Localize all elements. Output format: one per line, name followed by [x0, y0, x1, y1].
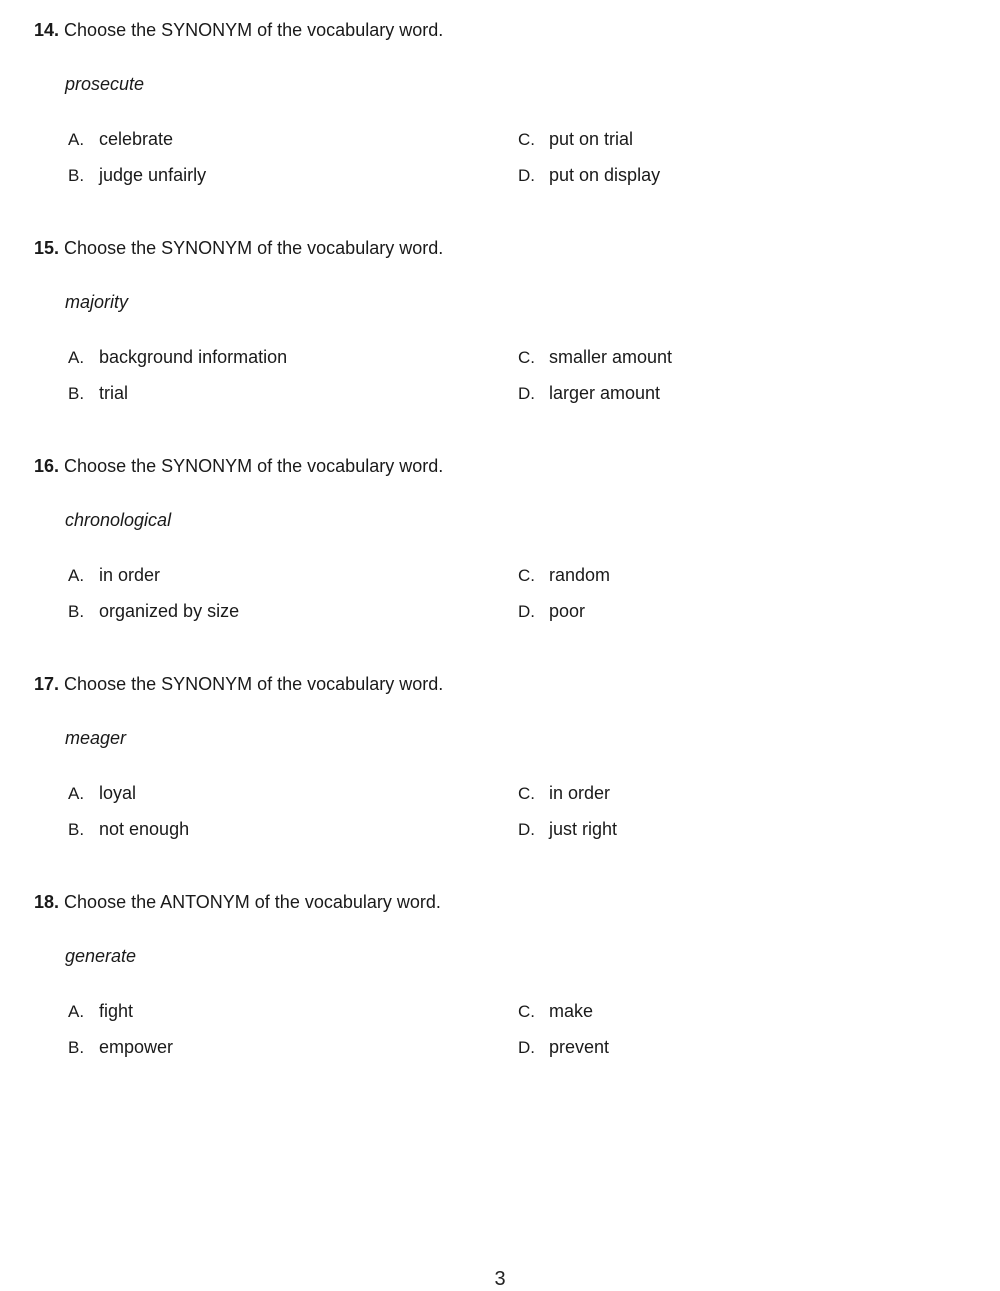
- option-letter: D.: [518, 1038, 535, 1057]
- option-letter: A.: [68, 566, 85, 585]
- option-letter: D.: [518, 384, 535, 403]
- question-prompt: [34, 236, 443, 260]
- option-c[interactable]: [518, 781, 610, 806]
- option-b[interactable]: [68, 1035, 173, 1060]
- vocabulary-word: meager: [65, 728, 127, 748]
- question-16: [0, 454, 1000, 654]
- option-text: trial: [99, 383, 129, 403]
- option-text: smaller amount: [549, 347, 673, 367]
- question-text: Choose the SYNONYM of the vocabulary word.: [64, 674, 444, 694]
- question-15: [0, 236, 1000, 436]
- option-a[interactable]: [68, 781, 136, 806]
- option-b[interactable]: [68, 163, 206, 188]
- option-c[interactable]: [518, 999, 593, 1024]
- question-17: [0, 672, 1000, 872]
- question-prompt: [34, 672, 443, 696]
- option-letter: B.: [68, 384, 85, 403]
- option-letter: C.: [518, 1002, 535, 1021]
- option-d[interactable]: [518, 817, 617, 842]
- option-text: poor: [549, 601, 586, 621]
- option-letter: A.: [68, 130, 85, 149]
- option-letter: C.: [518, 348, 535, 367]
- question-number: 15.: [34, 238, 60, 258]
- option-a[interactable]: [68, 563, 160, 588]
- option-text: put on trial: [549, 129, 634, 149]
- question-prompt: [34, 454, 443, 478]
- option-text: fight: [99, 1001, 134, 1021]
- question-text: Choose the ANTONYM of the vocabulary word.: [64, 892, 441, 912]
- question-text: Choose the SYNONYM of the vocabulary word.: [64, 456, 444, 476]
- option-b[interactable]: [68, 817, 189, 842]
- option-letter: C.: [518, 566, 535, 585]
- option-c[interactable]: [518, 563, 610, 588]
- vocabulary-word: prosecute: [65, 74, 145, 94]
- option-b[interactable]: [68, 381, 128, 406]
- page-number: 3: [494, 1268, 506, 1290]
- option-letter: A.: [68, 348, 85, 367]
- question-number: 18.: [34, 892, 60, 912]
- option-letter: C.: [518, 130, 535, 149]
- option-letter: D.: [518, 820, 535, 839]
- option-text: celebrate: [99, 129, 174, 149]
- option-b[interactable]: [68, 599, 239, 624]
- option-text: prevent: [549, 1037, 610, 1057]
- vocabulary-word: majority: [65, 292, 129, 312]
- option-letter: D.: [518, 602, 535, 621]
- option-text: larger amount: [549, 383, 661, 403]
- option-letter: B.: [68, 1038, 85, 1057]
- vocabulary-word: chronological: [65, 510, 172, 530]
- question-text: Choose the SYNONYM of the vocabulary word.: [64, 20, 444, 40]
- question-prompt: [34, 890, 441, 914]
- option-d[interactable]: [518, 163, 660, 188]
- option-text: organized by size: [99, 601, 240, 621]
- question-number: 14.: [34, 20, 60, 40]
- option-letter: C.: [518, 784, 535, 803]
- option-letter: B.: [68, 166, 85, 185]
- option-d[interactable]: [518, 1035, 609, 1060]
- option-letter: D.: [518, 166, 535, 185]
- option-text: make: [549, 1001, 594, 1021]
- question-prompt: [34, 18, 443, 42]
- option-a[interactable]: [68, 999, 133, 1024]
- question-number: 17.: [34, 674, 60, 694]
- option-text: not enough: [99, 819, 190, 839]
- option-c[interactable]: [518, 345, 672, 370]
- question-text: Choose the SYNONYM of the vocabulary word.: [64, 238, 444, 258]
- option-text: random: [549, 565, 611, 585]
- option-a[interactable]: [68, 345, 287, 370]
- vocabulary-word: generate: [65, 946, 137, 966]
- option-text: empower: [99, 1037, 174, 1057]
- option-letter: A.: [68, 784, 85, 803]
- option-text: background information: [99, 347, 288, 367]
- option-text: just right: [549, 819, 618, 839]
- option-text: loyal: [99, 783, 137, 803]
- option-text: judge unfairly: [99, 165, 207, 185]
- question-18: [0, 890, 1000, 1090]
- question-number: 16.: [34, 456, 60, 476]
- option-text: put on display: [549, 165, 661, 185]
- option-letter: A.: [68, 1002, 85, 1021]
- option-text: in order: [549, 783, 611, 803]
- option-text: in order: [99, 565, 161, 585]
- question-14: [0, 18, 1000, 218]
- option-letter: B.: [68, 820, 85, 839]
- option-d[interactable]: [518, 381, 660, 406]
- option-letter: B.: [68, 602, 85, 621]
- option-a[interactable]: [68, 127, 173, 152]
- option-d[interactable]: [518, 599, 585, 624]
- option-c[interactable]: [518, 127, 633, 152]
